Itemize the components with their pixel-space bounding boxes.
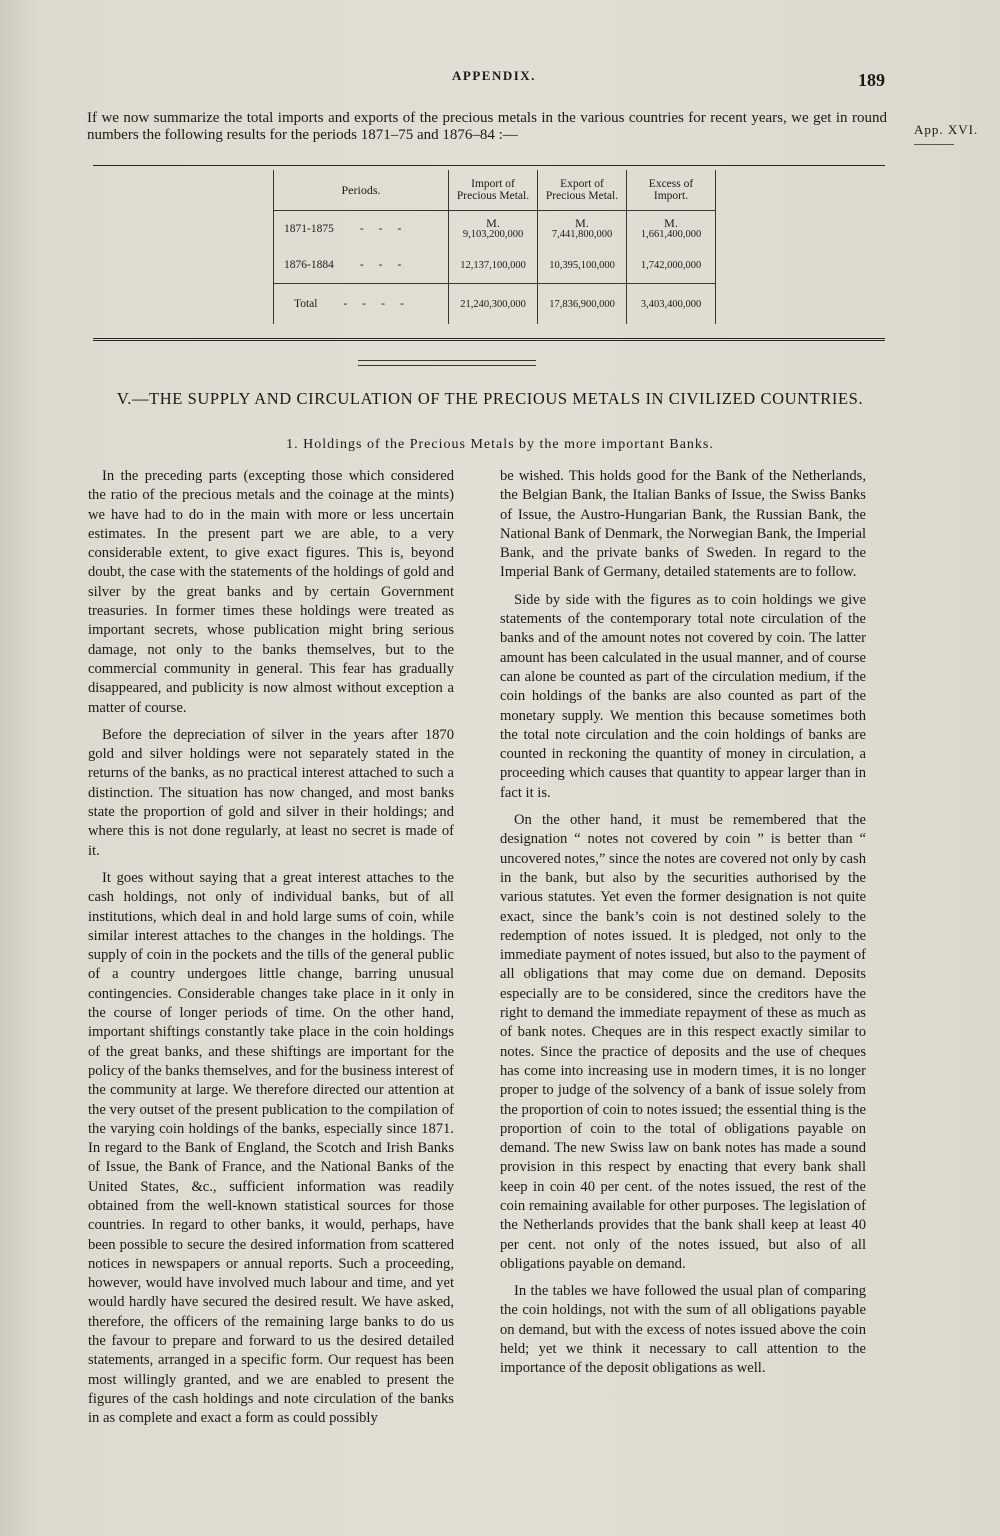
import-value: 9,103,200,000 (462, 229, 524, 240)
row-period (274, 247, 449, 284)
period-label: 1876-1884 (284, 259, 334, 271)
row-excess (627, 211, 716, 248)
row-excess: 1,742,000,000 (627, 247, 716, 284)
total-import: 21,240,300,000 (449, 284, 538, 325)
section-divider-rule (358, 365, 536, 366)
total-export: 17,836,900,000 (538, 284, 627, 325)
paragraph: In the preceding parts (excepting those which considered the ratio of the precious metals and the coinage at the mints) we have had to do in the main with more or less uncertain estimates. In the present part we are able, to a very considerable extent, to give exact figures. This is, beyond doubt, the case with the statements of the holdings of gold and silver by the great banks and by certain Government treasuries. In former times these holdings were treated as important secrets, whose publication might bring serious damage, not only to the banks themselves, but to the commercial community in general. This fear has gradually disappeared, and publicity is now almost without exception a matter of course. (88, 468, 454, 716)
paragraph: Side by side with the figures as to coin holdings we give statements of the contemporary total note circulation of the banks and of the amount notes not covered by coin. The latter amount has been calculated in the usual manner, and of course can alone be counted as part of the circulation medium, if the coin holdings of the banks are also counted as part of the monetary supply. We mention this because sometimes both the total note circulation and the coin holdings of banks are counted in reckoning the quantity of money in circulation, a proceeding which causes that quantity to appear larger than in fact it is. (500, 591, 866, 801)
period-label: 1871-1875 (284, 223, 334, 235)
page-number: 189 (858, 70, 885, 90)
table-row (274, 211, 716, 248)
row-export: 10,395,100,000 (538, 247, 627, 284)
paragraph: It goes without saying that a great interest attaches to the cash holdings, not only of individual banks, but of all institutions, which deal in and hold large sums of coin, while similar interest attaches to the changes in the holdings. The supply of coin in the pockets and the tills of the general public of a country undergoes little change, barring unusual contingencies. Considerable changes take place in it only in the course of longer periods of time. On the other hand, important shiftings constantly take place in the coin holdings of the great banks, and these shiftings are important for the policy of the banks themselves, and for the business interest of the community at large. We therefore directed our attention at the very outset of the present publication to the compilation of the varying coin holdings of the banks, especially since 1871. In regard to the Bank of England, the Scotch and Irish Banks of Issue, the Bank of France, and the National Banks of the United States, &c., sufficient information was readily obtained from the well-known statistical sources for those countries. In regard to other banks, it would, perhaps, have been possible to secure the desired information from scattered notices in newspapers or annual reports. Such a proceeding, however, would have involved much labour and time, and yet would hardly have secured the desired result. We have asked, therefore, the officers of the remaining large banks to do us the favour to prepare and forward to us the desired detailed statements, arranged in a specific form. Our request has been most willingly granted, and we are enabled to present the figures of the cash holdings and note circulation of the banks in as complete and exact a form as could possibly (88, 869, 454, 1427)
header-export: Export of Precious Metal. (538, 170, 627, 211)
unit-label: M. (664, 216, 678, 230)
excess-value: 1,661,400,000 (640, 229, 702, 240)
page-header (0, 66, 1000, 96)
export-value: 7,441,800,000 (551, 229, 613, 240)
total-period (274, 284, 449, 325)
section-title: V.—THE SUPPLY AND CIRCULATION OF THE PRECIOUS METALS IN CIVILIZED COUNTRIES. (116, 389, 864, 408)
header-periods: Periods. (274, 170, 449, 211)
header-import: Import of Precious Metal. (449, 170, 538, 211)
paragraph: be wished. This holds good for the Bank of the Netherlands, the Belgian Bank, the Italian Banks of Issue, the Swiss Banks of Issue, the Austro-Hungarian Bank, the Russian Bank, the National Bank of Denmark, the Norwegian Bank, the Imperial Bank, and the private banks of Sweden. In regard to the Imperial Bank of Germany, detailed statements are to follow. (500, 468, 866, 581)
subsection-title: 1. Holdings of the Precious Metals by the more important Banks. (286, 437, 714, 452)
leader-dots: --- (359, 223, 417, 235)
leader-dots: ---- (343, 298, 419, 310)
leader-dots: --- (359, 259, 417, 271)
paragraph: In the tables we have followed the usual plan of comparing the coin holdings, not with the sum of all obligations payable on demand, but with the excess of notes issued above the coin held; yet we think it necessary to call attention to the importance of the deposit obligations as well. (500, 1283, 866, 1377)
intro-text: If we now summarize the total imports and exports of the precious metals in the various countries for recent years, we get in round numbers the following results for the periods 1871–75 and 1876–84 :— (87, 110, 887, 143)
margin-note: App. XVI. (914, 122, 978, 145)
running-title: APPENDIX. (452, 68, 536, 83)
total-label: Total (294, 298, 318, 310)
row-import (449, 211, 538, 248)
row-period (274, 211, 449, 248)
intro-paragraph (87, 110, 887, 144)
table-header-row (274, 170, 716, 211)
import-export-table (93, 165, 885, 341)
section-divider-rule (358, 360, 536, 361)
header-excess: Excess of Import. (627, 170, 716, 211)
row-export (538, 211, 627, 248)
unit-label: M. (486, 216, 500, 230)
table-total-row (274, 284, 716, 325)
right-column (500, 467, 866, 1387)
total-excess: 3,403,400,000 (627, 284, 716, 325)
unit-label: M. (575, 216, 589, 230)
table-row (274, 247, 716, 284)
row-import: 12,137,100,000 (449, 247, 538, 284)
left-column (88, 467, 454, 1437)
paragraph: Before the depreciation of silver in the years after 1870 gold and silver holdings were not separately stated in the returns of the banks, as no practical interest attached to such a distinction. The situation has now changed, and most banks state the proportion of gold and silver in their holdings; and where this is not done regularly, at least no secret is made of it. (88, 726, 454, 859)
table-grid (273, 170, 716, 324)
paragraph: On the other hand, it must be remembered that the designation “ notes not covered by coin ” is better than “ uncovered notes,” since the notes are covered not only by cash in the bank, but also by the securities authorised by the various statutes. Yet even the former designation is not quite exact, since the bank’s coin is not destined solely to the redemption of notes issued. It is pledged, not only to the immediate payment of notes issued, but also to the payment of all obligations that may come due on demand. Deposits especially are to be considered, since the creditors have the right to demand the immediate repayment of these as much as of bank notes. Cheques are in this respect exactly similar to notes. Since the practice of deposits and the use of cheques has come into increasing use in modern times, it is no longer proper to judge of the solvency of a bank of issue solely from the proportion of coin to notes issued; the essential thing is the proportion of coin to the total of obligations payable on demand. The new Swiss law on bank notes has made a sound provision in this respect by enacting that every bank shall keep in coin 40 per cent. of the notes issued, the rest of the coin remaining available for other purposes. The legislation of the Netherlands provides that the bank shall keep at least 40 per cent. not only of the notes issued, but also of all obligations payable on demand. (500, 812, 866, 1272)
